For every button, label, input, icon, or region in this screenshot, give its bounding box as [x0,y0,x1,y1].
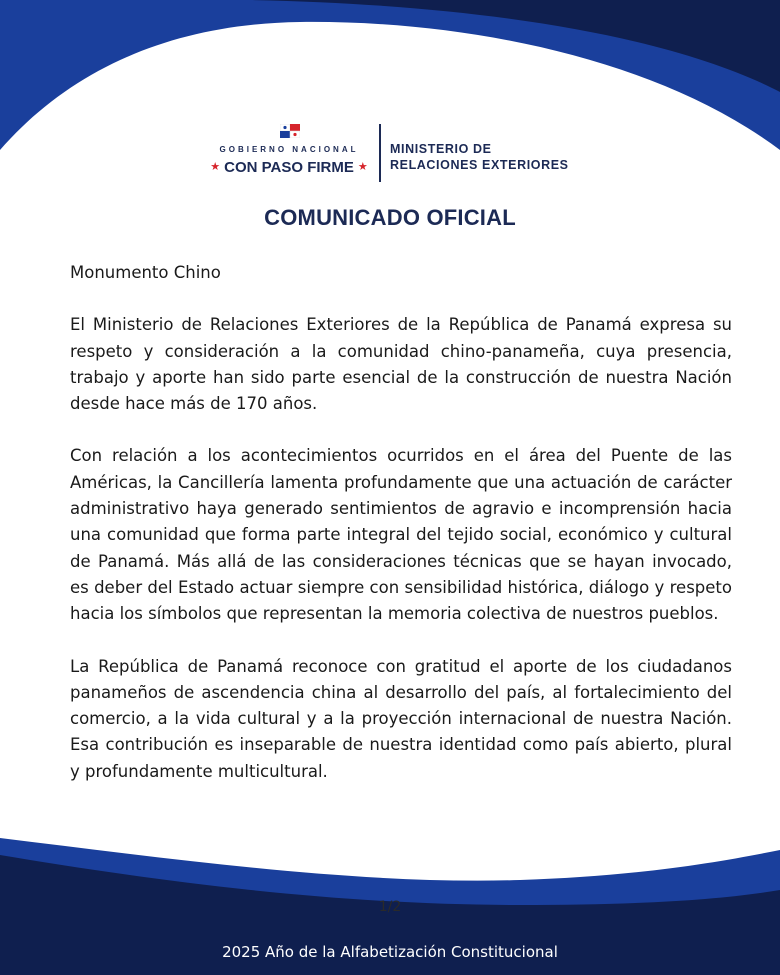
logo-divider [379,124,381,182]
letterhead [0,118,780,188]
star-icon: ★ [357,161,368,173]
document-subject: Monumento Chino [70,263,221,282]
government-logo [205,124,373,182]
star-icon: ★ [210,161,221,173]
ministry-line-1: MINISTERIO DE [390,142,492,156]
document-body [70,260,732,811]
paragraph-1: El Ministerio de Relaciones Exteriores de la República de Panamá expresa su respeto y consideración a la comunidad chino-panameña, cuya presencia, trabajo y aporte han sido parte esencial de la construcción de nuestra Nación desde hace más de 170 años. [70,315,732,414]
page-number: 1/2 [378,899,402,915]
document-title: COMUNICADO OFICIAL [264,205,516,230]
gov-slogan: CON PASO FIRME [224,159,354,176]
gov-line-1: GOBIERNO NACIONAL [219,145,359,154]
ministry-line-2: RELACIONES EXTERIORES [390,158,569,172]
ministry-name [390,141,569,173]
footer-slogan: 2025 Año de la Alfabetización Constitucional [222,943,558,961]
panama-flag-icon [280,124,300,138]
paragraph-2: Con relación a los acontecimientos ocurridos en el área del Puente de las Américas, la Cancillería lamenta profundamente que una actuación de carácter administrativo haya generado sentimientos de agravio e incomprensión hacia una comunidad que forma parte integral del tejido social, económico y cultural de Panamá. Más allá de las consideraciones técnicas que se hayan invocado, es deber del Estado actuar siempre con sensibilidad histórica, diálogo y respeto hacia los símbolos que representan la memoria colectiva de nuestros pueblos. [70,446,732,624]
gov-line-2 [205,159,373,176]
paragraph-3: La República de Panamá reconoce con gratitud el aporte de los ciudadanos panameños de ascendencia china al desarrollo del país, al fortalecimiento del comercio, a la vida cultural y a la proyección internacional de nuestra Nación. Esa contribución es inseparable de nuestra identidad como país abierto, plural y profundamente multicultural. [70,656,732,781]
